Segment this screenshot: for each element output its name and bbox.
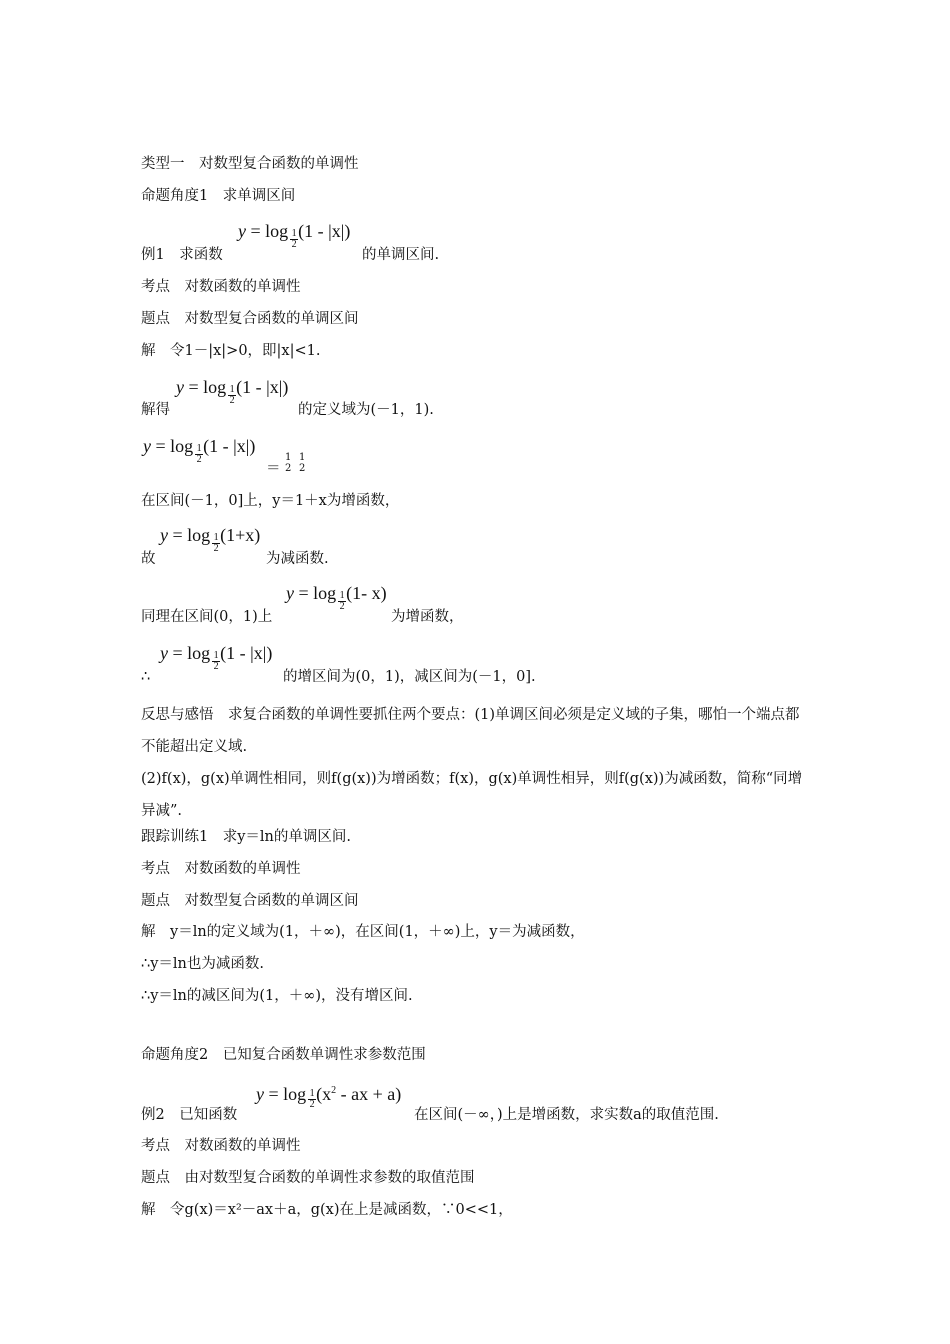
practice-solution: 解 y＝ln的定义域为(1，＋∞)，在区间(1，＋∞)上，y＝为减函数， [141,924,585,940]
subsection-angle-1: 命题角度1 求单调区间 [141,188,296,204]
solution-1-start: 解 令1－|x|>0，即|x|<1. [141,343,321,359]
kaodian-2: 考点 对数函数的单调性 [141,861,301,877]
domain-tail: 的定义域为(－1，1). [298,402,434,418]
half-fraction-1: 1 2 [285,452,292,474]
practice-therefore-1: ∴y＝ln也为减函数. [141,956,265,972]
solution-2-start: 解 令g(x)＝x²－ax＋a，g(x)在上是减函数，∵0<<1， [141,1202,513,1218]
decrease-tail: 为减函数. [266,551,329,567]
similarly-label: 同理在区间(0，1)上 [141,609,273,625]
increase-tail: 为增函数， [391,609,464,625]
reflection-paragraph: 反思与感悟 求复合函数的单调性要抓住两个要点：(1)单调区间必须是定义域的子集，哪怕一个端点都不能超出定义域. [141,707,800,755]
domain-label: 解得 [141,402,170,418]
equal-sign: ＝ [266,461,281,477]
interval-increase: 在区间(－1，0]上，y＝1＋x为增函数， [141,493,400,509]
formula-increase: y = log $\frac{1}{2}$ (1- x) [286,583,387,612]
formula-example1: y = log $\frac{1}{2}$ (1 - |x|) [238,221,351,250]
therefore-label: 故 [141,551,156,567]
tidian-1: 题点 对数型复合函数的单调区间 [141,311,359,327]
formula-domain: y = log $\frac{1}{2}$ (1 - |x|) [176,377,289,406]
rule-paragraph: (2)f(x)，g(x)单调性相同，则f(g(x))为增函数；f(x)，g(x)单调性相异，则f(g(x))为减函数，简称“同增异减”. [141,771,803,819]
tidian-3: 题点 由对数型复合函数的单调性求参数的取值范围 [141,1170,475,1186]
formula-example2: y = log $\frac{1}{2}$ ($x^2$ - ax + a) [256,1084,402,1110]
subsection-angle-2: 命题角度2 已知复合函数单调性求参数范围 [141,1047,426,1063]
kaodian-1: 考点 对数函数的单调性 [141,279,301,295]
example2-label: 例2 已知函数 [141,1107,238,1123]
practice-therefore-2: ∴y＝ln的减区间为(1，＋∞)，没有增区间. [141,988,413,1004]
example2-tail: 在区间(－∞，)上是增函数，求实数a的取值范围. [414,1107,719,1123]
formula-decrease: y = log $\frac{1}{2}$ (1+x) [160,525,261,554]
kaodian-3: 考点 对数函数的单调性 [141,1138,301,1154]
formula-conclusion: y = log $\frac{1}{2}$ (1 - |x|) [160,643,273,672]
example1-tail: 的单调区间. [362,247,440,263]
tidian-2: 题点 对数型复合函数的单调区间 [141,893,359,909]
formula-equal: y = log $\frac{1}{2}$ (1 - |x|) [143,436,256,465]
half-fraction-2: 1 2 [299,452,306,474]
example1-label: 例1 求函数 [141,247,223,263]
conclusion-tail: 的增区间为(0，1)，减区间为(－1，0]. [283,669,536,685]
therefore-symbol: ∴ [141,669,151,685]
section-title-type-one: 类型一 对数型复合函数的单调性 [141,156,359,172]
practice-1: 跟踪训练1 求y＝ln的单调区间. [141,829,352,845]
